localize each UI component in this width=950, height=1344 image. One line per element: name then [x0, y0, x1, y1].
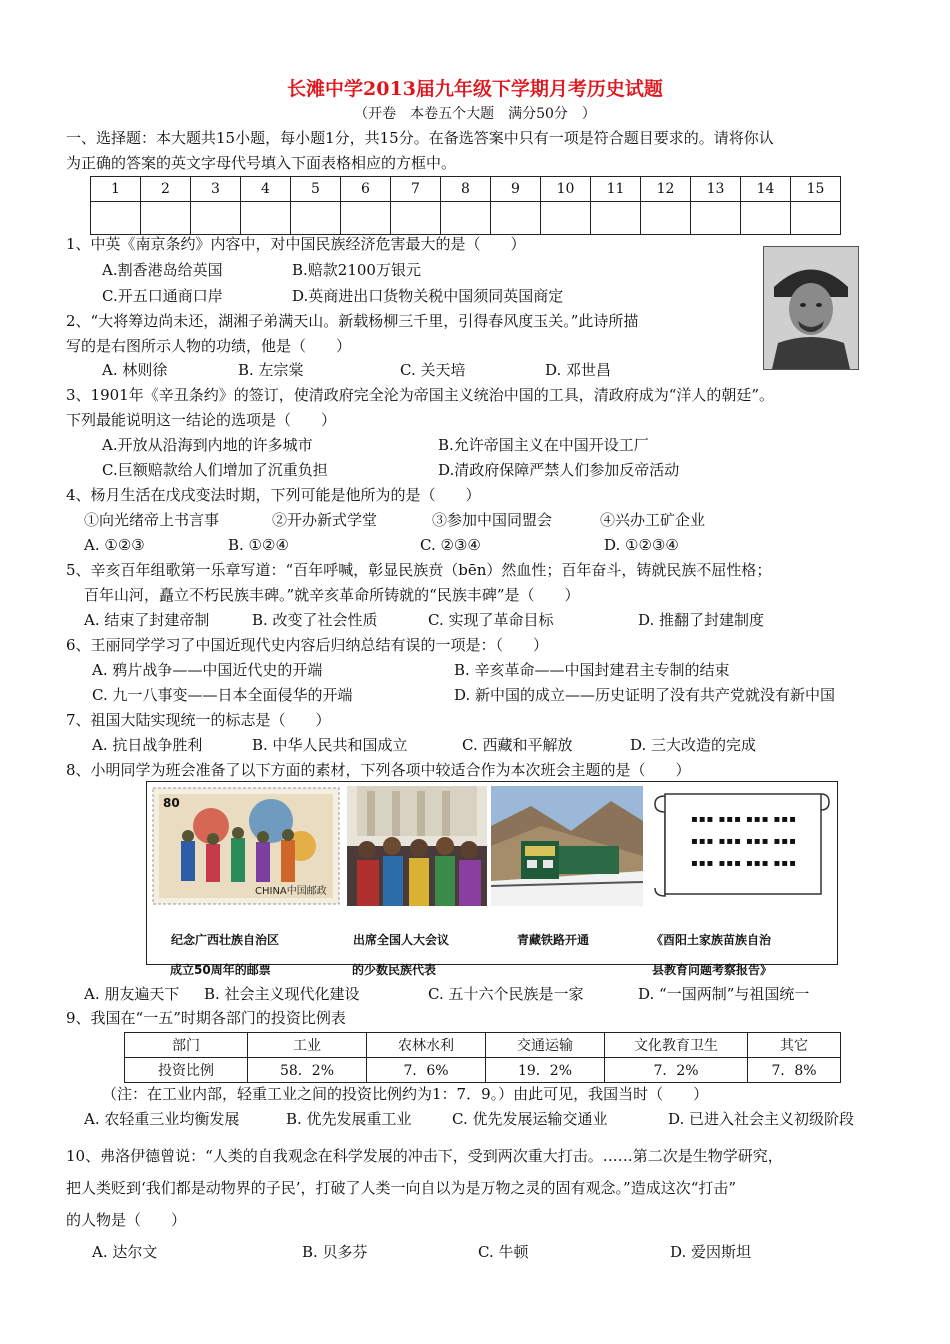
answer-grid-blanks [91, 202, 841, 235]
q6-option-b: B. 辛亥革命——中国封建君主专制的结束 [454, 661, 730, 679]
table-header-row [125, 1033, 841, 1058]
delegates-photo-icon [347, 786, 487, 906]
answer-box[interactable] [591, 202, 641, 235]
q6-option-c: C. 九一八事变——日本全面侵华的开端 [92, 686, 353, 704]
section-instruction-line2: 为正确的答案的英文字母代号填入下面表格相应的方框中。 [66, 154, 457, 172]
caption-stamp-line1: 纪念广西壮族自治区 [171, 933, 280, 947]
q5-option-d: D. 推翻了封建制度 [638, 611, 765, 629]
q6-stem: 6、王丽同学学习了中国近现代史内容后归纳总结有误的一项是：（ ） [66, 636, 549, 654]
grid-number: 10 [541, 177, 591, 202]
q5-stem-line1: 5、辛亥百年组歌第一乐章写道：“百年呼喊，彰显民族贲（bēn）然血性；百年奋斗，铸就民族不屈性格； [66, 561, 772, 579]
grid-number: 11 [591, 177, 641, 202]
table-cell: 19．2% [486, 1058, 605, 1083]
grid-number: 14 [741, 177, 791, 202]
q8-option-c: C. 五十六个民族是一家 [428, 985, 584, 1003]
q4-option-c: C. ②③④ [420, 536, 481, 554]
q2-stem-line1: 2、“大将筹边尚未还，湖湘子弟满天山。新载杨柳三千里，引得春风度玉关。”此诗所描 [66, 312, 639, 330]
q6-option-d: D. 新中国的成立——历史证明了没有共产党就没有新中国 [454, 686, 836, 704]
q3-option-b: B.允许帝国主义在中国开设工厂 [438, 436, 649, 454]
q10-option-a: A. 达尔文 [92, 1243, 158, 1261]
grid-number: 2 [141, 177, 191, 202]
q2-option-b: B. 左宗棠 [238, 361, 304, 379]
portrait-image [763, 246, 859, 370]
table-cell: 7．2% [605, 1058, 748, 1083]
answer-box[interactable] [641, 202, 691, 235]
grid-number: 15 [791, 177, 841, 202]
q8-materials-panel [146, 781, 838, 965]
q1-option-c: C.开五口通商口岸 [102, 287, 223, 305]
caption-railway: 青藏铁路开通 [517, 933, 590, 947]
q4-item-1: ①向光绪帝上书言事 [84, 511, 220, 529]
answer-box[interactable] [341, 202, 391, 235]
grid-number: 1 [91, 177, 141, 202]
q4-stem: 4、杨月生活在戊戌变法时期，下列可能是他所为的是（ ） [66, 486, 481, 504]
grid-number: 4 [241, 177, 291, 202]
q4-item-3: ③参加中国同盟会 [432, 511, 553, 529]
answer-box[interactable] [791, 202, 841, 235]
answer-box[interactable] [441, 202, 491, 235]
table-header-cell: 交通运输 [486, 1033, 605, 1058]
table-header-cell: 工业 [248, 1033, 367, 1058]
q10-stem-line3: 的人物是（ ） [66, 1211, 187, 1229]
q8-option-a: A. 朋友遍天下 [84, 985, 180, 1003]
q10-option-c: C. 牛顿 [478, 1243, 529, 1261]
q8-option-d: D. “一国两制”与祖国统一 [638, 985, 810, 1003]
q5-option-c: C. 实现了革命目标 [428, 611, 554, 629]
answer-box[interactable] [541, 202, 591, 235]
caption-delegates-line2: 的少数民族代表 [352, 963, 437, 977]
stamp-country: CHINA中国邮政 [255, 886, 327, 897]
portrait-figure-icon [764, 247, 858, 369]
q1-option-a: A.割香港岛给英国 [102, 261, 223, 279]
q4-item-4: ④兴办工矿企业 [600, 511, 706, 529]
stamp-value: 80 [163, 796, 180, 810]
answer-box[interactable] [391, 202, 441, 235]
page-subtitle: （开卷 本卷五个大题 满分50分 ） [354, 106, 596, 122]
q8-option-b: B. 社会主义现代化建设 [204, 985, 360, 1003]
q5-option-b: B. 改变了社会性质 [252, 611, 378, 629]
answer-box[interactable] [291, 202, 341, 235]
q5-option-a: A. 结束了封建帝制 [84, 611, 210, 629]
q4-option-a: A. ①②③ [84, 536, 145, 554]
q1-stem: 1、中英《南京条约》内容中，对中国民族经济危害最大的是（ ） [66, 235, 526, 253]
q3-option-d: D.清政府保障严禁人们参加反帝活动 [438, 461, 680, 479]
grid-number: 8 [441, 177, 491, 202]
scroll-text-line2: ▪▪▪ ▪▪▪ ▪▪▪ ▪▪▪ [691, 836, 797, 847]
q9-note: （注：在工业内部，轻重工业之间的投资比例约为1：7．9。）由此可见，我国当时（ ） [102, 1085, 709, 1103]
q7-option-c: C. 西藏和平解放 [462, 736, 573, 754]
table-cell: 投资比例 [125, 1058, 248, 1083]
q8-stem: 8、小明同学为班会准备了以下方面的素材，下列各项中较适合作为本次班会主题的是（ ） [66, 761, 691, 779]
q4-item-2: ②开办新式学堂 [272, 511, 378, 529]
q4-option-b: B. ①②④ [228, 536, 289, 554]
table-cell: 58．2% [248, 1058, 367, 1083]
railway-photo-icon [491, 786, 643, 906]
answer-box[interactable] [741, 202, 791, 235]
q9-option-d: D. 已进入社会主义初级阶段 [668, 1110, 855, 1128]
report-scroll-image [651, 786, 831, 906]
answer-box[interactable] [141, 202, 191, 235]
q1-option-d: D.英商进出口货物关税中国须同英国商定 [292, 287, 564, 305]
grid-number: 13 [691, 177, 741, 202]
q2-option-a: A. 林则徐 [102, 361, 168, 379]
caption-report-line1: 《酉阳土家族苗族自治 [651, 933, 772, 947]
q9-stem: 9、我国在“一五”时期各部门的投资比例表 [66, 1009, 346, 1027]
table-header-cell: 文化教育卫生 [605, 1033, 748, 1058]
table-cell: 7．8% [748, 1058, 841, 1083]
railway-photo [491, 786, 643, 906]
q6-option-a: A. 鸦片战争——中国近代史的开端 [92, 661, 323, 679]
q5-stem-line2: 百年山河，矗立不朽民族丰碑。”就辛亥革命所铸就的“民族丰碑”是（ ） [84, 586, 580, 604]
answer-box[interactable] [491, 202, 541, 235]
grid-number: 5 [291, 177, 341, 202]
table-header-cell: 农林水利 [367, 1033, 486, 1058]
grid-number: 9 [491, 177, 541, 202]
q7-option-d: D. 三大改造的完成 [630, 736, 757, 754]
grid-number: 12 [641, 177, 691, 202]
q10-option-b: B. 贝多芬 [302, 1243, 368, 1261]
q1-option-b: B.赔款2100万银元 [292, 261, 421, 279]
table-header-cell: 其它 [748, 1033, 841, 1058]
table-cell: 7．6% [367, 1058, 486, 1083]
caption-stamp-line2: 成立50周年的邮票 [170, 963, 271, 977]
q10-option-d: D. 爱因斯坦 [670, 1243, 752, 1261]
q4-option-d: D. ①②③④ [604, 536, 679, 554]
answer-box[interactable] [691, 202, 741, 235]
caption-delegates-line1: 出席全国人大会议 [353, 933, 450, 947]
table-header-cell: 部门 [125, 1033, 248, 1058]
q2-stem-line2: 写的是右图所示人物的功绩，他是（ ） [66, 337, 352, 355]
answer-box[interactable] [191, 202, 241, 235]
section-instruction-line1: 一、选择题：本大题共15小题，每小题1分，共15分。在备选答案中只有一项是符合题目要求的。请将你认 [66, 129, 774, 147]
q7-stem: 7、祖国大陆实现统一的标志是（ ） [66, 711, 331, 729]
q3-stem-line1: 3、1901年《辛丑条约》的签订，使清政府完全沦为帝国主义统治中国的工具，清政府成为“洋人的朝廷”。 [66, 386, 775, 404]
q10-stem-line2: 把人类贬到‘我们都是动物界的子民’，打破了人类一向自以为是万物之灵的固有观念。”造成这次“打击” [66, 1179, 737, 1197]
q3-option-c: C.巨额赔款给人们增加了沉重负担 [102, 461, 328, 479]
answer-grid [90, 176, 841, 235]
q3-stem-line2: 下列最能说明这一结论的选项是（ ） [66, 411, 337, 429]
answer-grid-numbers [91, 177, 841, 202]
table-row [125, 1058, 841, 1083]
answer-box[interactable] [91, 202, 141, 235]
q9-option-b: B. 优先发展重工业 [286, 1110, 412, 1128]
caption-report-line2: 县教育问题考察报告》 [652, 963, 773, 977]
q2-option-c: C. 关天培 [400, 361, 466, 379]
grid-number: 6 [341, 177, 391, 202]
q9-option-c: C. 优先发展运输交通业 [452, 1110, 608, 1128]
stamp-image [151, 786, 341, 906]
grid-number: 7 [391, 177, 441, 202]
q10-stem-line1: 10、弗洛伊德曾说：“人类的自我观念在科学发展的冲击下，受到两次重大打击。……第二次是生物学研究， [66, 1147, 783, 1165]
answer-box[interactable] [241, 202, 291, 235]
q2-option-d: D. 邓世昌 [545, 361, 612, 379]
investment-table [124, 1032, 841, 1083]
scroll-text-line1: ▪▪▪ ▪▪▪ ▪▪▪ ▪▪▪ [691, 814, 797, 825]
q3-option-a: A.开放从沿海到内地的许多城市 [102, 436, 313, 454]
q7-option-b: B. 中华人民共和国成立 [252, 736, 408, 754]
delegates-photo [347, 786, 487, 906]
q7-option-a: A. 抗日战争胜利 [92, 736, 203, 754]
grid-number: 3 [191, 177, 241, 202]
scroll-text-line3: ▪▪▪ ▪▪▪ ▪▪▪ ▪▪▪ [691, 858, 797, 869]
page-title: 长滩中学2013届九年级下学期月考历史试题 [287, 78, 663, 100]
q9-option-a: A. 农轻重三业均衡发展 [84, 1110, 240, 1128]
